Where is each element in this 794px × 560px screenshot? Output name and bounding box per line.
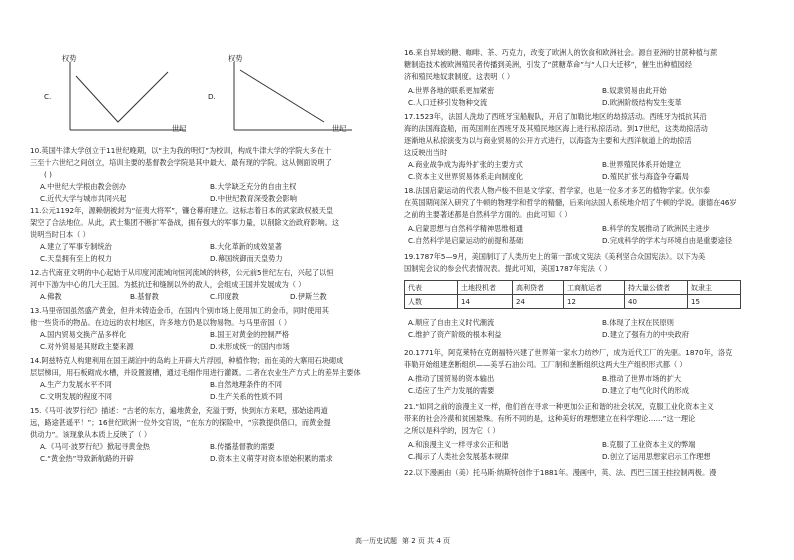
q16-line1: 16.来自异域的糖、咖啡、茶、巧克力，改变了欧洲人的饮食和欧洲社会。源自亚洲的甘蔗种植与蔗 [404, 48, 718, 57]
q19-option-a[interactable]: A.顺应了自由主义时代潮流 [408, 318, 495, 327]
q21-option-d[interactable]: D.创立了运用思想家启示工作理想 [602, 452, 711, 461]
q16-line2: 糖制造技术被欧洲殖民者传播到美洲，引发了“蔗糖革命”与“人口大迁移”，催生出种植园经 [404, 60, 693, 69]
q21-line1: 21.“如同之前的浪漫主义一样，他们首在寻求一种更加公正和谐的社会状况，克服工业化资本主义 [404, 402, 714, 411]
table-header-row [405, 281, 741, 295]
q10-line1: 10.英国牛津大学创立于11世纪晚期，以“主为我的明灯”为校训，构成牛津大学的学院大多在十 [30, 146, 332, 155]
q10-line2: 三至十六世纪之间创立，培训主要的基督教会学院是其中最大、最有现的学院。这从侧面说明了 [30, 158, 332, 167]
q12-option-c[interactable]: C.印度教 [210, 292, 239, 301]
q13-line1: 13.马里帝国虽然盛产黄金，但并未铸造金币，在国内个别市场上使用加工的金币，同时使用其 [30, 306, 329, 315]
q17-option-d[interactable]: D.殖民扩张与海盗争夺霸局 [602, 172, 689, 181]
graph-c-chart [68, 62, 188, 137]
q19-option-b[interactable]: B.体现了主权在民原则 [602, 318, 674, 327]
q19-option-c[interactable]: C.维护了资产阶级的根本利益 [408, 330, 502, 339]
q14-line1: 14.阿兹特克人构建利用在国王湖泊中的岛屿上开辟大片浮园，种植作物；而在美的大寨用石块砌成 [30, 356, 344, 365]
q18-option-d[interactable]: D.完成科学的学术与环境自由是重要途径 [602, 236, 733, 245]
option-c-letter: C. [44, 92, 52, 101]
q21-line3: 之所以是科学的，因为它（ ） [404, 426, 500, 435]
table-cell: 14 [458, 295, 513, 309]
table-header-cell: 高利贷者 [513, 281, 564, 295]
q22-line1: 22.以下漫画由（美）托马斯·纳斯特创作于1881年。漫画中，英、法、西巴三国王挂拉制两极。漫 [404, 468, 717, 477]
q18-option-c[interactable]: C.自然科学是启蒙运动的前提和基础 [408, 236, 524, 245]
q15-line2: 远，路途甚遥平！”；16世纪欧洲一位外交官说，“在东方的探险中，“宗教提供借口，而黄金提 [30, 418, 331, 427]
q16-option-c[interactable]: C.人口迁移引发物种交流 [408, 98, 488, 107]
q20-option-a[interactable]: A.推动了国贸易的资本输出 [408, 374, 495, 383]
q11-line3: 说明当时日本（ ） [30, 230, 90, 239]
q15-option-b[interactable]: B.传播基督教的需要 [210, 442, 275, 451]
q11-option-d[interactable]: D.幕国统御而天皇势力 [210, 254, 283, 263]
q20-option-c[interactable]: C.适应了生产力发展的需要 [408, 386, 495, 395]
q21-option-c[interactable]: C.揭示了人类社会发展基本规律 [408, 452, 509, 461]
q14-option-d[interactable]: D.生产关系的性质不同 [210, 392, 283, 401]
q17-option-a[interactable]: A.商业战争成为海外扩张的主要方式 [408, 160, 523, 169]
table-header-cell: 奴隶主 [688, 281, 741, 295]
q10-line3: ( ) [44, 170, 52, 179]
q14-option-b[interactable]: B.自然地理条件的不同 [210, 380, 282, 389]
q20-line2: 菲勒开始组建垄断组织——美孚石油公司。工厂制和垄断组织这两大生产组织形式都（ ） [404, 360, 687, 369]
q21-line2: 带来的社会冷漠和贫困悬殊。有所不同的是，这种美好的理想建立在科学理论……”这一理论 [404, 414, 696, 423]
q13-line2: 他一些货币的物品。在边远的农村地区，许多地方仍是以物易物。与马里帝国（ ） [30, 318, 292, 327]
q19-line1: 19.1787年5—9月，美国制订了人类历史上的第一部成文宪法《美利坚合众国宪法》。以下为美 [404, 252, 706, 261]
q16-line3: 济和殖民地奴隶制度。这表明（ ） [404, 72, 515, 81]
q17-line1: 17.1523年，法国人洗劫了西班牙宝船舰队，开启了加勒比地区的劫掠活动。西班牙为抵抗其沿 [404, 112, 707, 121]
q21-option-a[interactable]: A.和浪漫主义一样寻求公正和谐 [408, 440, 509, 449]
q17-option-c[interactable]: C.资本主义世界贸易体系走向制度化 [408, 172, 524, 181]
q13-option-c[interactable]: C.对外贸易是其财政主要来源 [40, 342, 134, 351]
q18-line2: 在英国期间深入研究了牛顿的物理学和哲学的精髓，后来向法国人系统地介绍了牛顿的学说。康德在46岁 [404, 198, 737, 207]
q15-line3: 供动力”。该现象从本质上反映了（ ） [30, 430, 152, 439]
q17-line2: 海的法国海盗船，而英国则在西班牙及其殖民地区海上进行私掠活动。到17世纪，这类劫掠活动 [404, 124, 708, 133]
q10-option-c[interactable]: C.近代大学与城市共同兴起 [40, 194, 127, 203]
q11-line2: 架空了合法地位。从此，武士集团不断扩军备战，拥有强大的军事力量，以削除文治政府影响。这 [30, 218, 340, 227]
table-cell: 24 [513, 295, 564, 309]
q13-option-a[interactable]: A.国内贸易交换产品多样化 [40, 330, 127, 339]
graph-d-ylabel: 权势 [228, 54, 243, 63]
q14-option-a[interactable]: A.生产力发展水平不同 [40, 380, 112, 389]
q13-option-b[interactable]: B.国王对黄金的控制严格 [210, 330, 290, 339]
delegates-table [404, 280, 741, 309]
q20-option-b[interactable]: B.推动了世界市场的扩大 [602, 374, 682, 383]
q16-option-a[interactable]: A.世界各地的联系更加紧密 [408, 86, 495, 95]
q14-option-c[interactable]: C.文明发展的程度不同 [40, 392, 112, 401]
q16-option-d[interactable]: D.欧洲阶级结构发生变革 [602, 98, 682, 107]
graph-d-xlabel: 世纪 [332, 124, 347, 133]
table-header-cell: 工商航运者 [564, 281, 625, 295]
q12-option-a[interactable]: A.佛教 [40, 292, 62, 301]
q15-option-a[interactable]: A.《马可·波罗行纪》掀起寻黄金热 [40, 442, 150, 451]
q20-line1: 20.1771年，阿克莱特在克朗福特兴建了世界第一家水力纺纱厂，成为近代工厂的先驱。1870年，洛克 [404, 348, 733, 357]
q10-option-b[interactable]: B.大学缺乏充分的自由主权 [210, 182, 297, 191]
footer-page-number: 第 2 页 共 4 页 [402, 537, 451, 545]
q11-option-b[interactable]: B.大化革新的成效显著 [210, 242, 282, 251]
graph-c-xlabel: 世纪 [172, 124, 187, 133]
table-cell: 40 [625, 295, 688, 309]
q11-option-a[interactable]: A.建立了军事专制统治 [40, 242, 112, 251]
graph-c-ylabel: 权势 [62, 54, 77, 63]
q11-line1: 11.公元1192年，源赖朝被封为“征夷大将军”，镰仓幕府建立。这标志着日本的武家政权被天皇 [30, 206, 334, 215]
q20-option-d[interactable]: D.建立了电气化时代的形成 [602, 386, 689, 395]
table-cell: 人数 [405, 295, 458, 309]
table-header-cell: 代表 [405, 281, 458, 295]
table-header-cell: 持大量公债者 [625, 281, 688, 295]
table-cell: 12 [564, 295, 625, 309]
table-header-cell: 土地投机者 [458, 281, 513, 295]
q10-option-a[interactable]: A.中世纪大学根由教会创办 [40, 182, 127, 191]
q12-line2: 河中下游为中心的几大王国。为抵抗迁和缝制以外的敌人，会组成王国并发展成为（ ） [30, 280, 306, 289]
q14-line2: 层层梯田，用石板砌成水槽，并设置渡槽，通过毛细作用进行灌溉。二者在农业生产方式上的差异主要体 [30, 368, 361, 377]
q16-option-b[interactable]: B.奴隶贸易由此开始 [602, 86, 667, 95]
q10-option-d[interactable]: D.中世纪教育深受教会影响 [210, 194, 297, 203]
q19-option-d[interactable]: D.建立了强有力的中央政府 [602, 330, 689, 339]
q17-option-b[interactable]: B.世界殖民体系开始建立 [602, 160, 682, 169]
q18-option-b[interactable]: B.科学的发展推动了欧洲民主进步 [602, 224, 710, 233]
q12-option-b[interactable]: B.基督教 [130, 292, 159, 301]
q17-line4: 这反映出当时 [404, 148, 448, 157]
q17-line3: 逐渐地从私掠演变为以与商业贸易的公开方式进行，以海盗为主要和大西洋航道上的劫掠活 [404, 136, 692, 145]
footer-label: 高一历史试题 [355, 537, 397, 545]
q18-line1: 18.法国启蒙运动的代表人物卢梭不但是文学家、哲学家，也是一位多才多艺的植物学家。伏尔泰 [404, 186, 711, 195]
option-d-letter: D. [208, 92, 216, 101]
q21-option-b[interactable]: B.克服了工业资本主义的弊端 [602, 440, 696, 449]
table-row [405, 295, 741, 309]
q18-option-a[interactable]: A.启蒙思想与自然科学精神思维相通 [408, 224, 523, 233]
q12-line1: 12.古代南亚文明的中心起始于从印度河流域向恒河流域的转移，公元前5世纪左右，兴起了以恒 [30, 268, 334, 277]
q19-line2: 国制宪会议的参会代表情况表。提此可知，美国1787年宪法（ ） [404, 264, 612, 273]
q15-option-c[interactable]: C.“黄金热”导致新航路的开辟 [40, 454, 134, 463]
q18-line3: 之前的主要著述都是自然科学方面的。由此可知（ ） [404, 210, 572, 219]
q15-line1: 15.《马可·波罗行纪》描述：“古老的东方，遍地黄金，充溢于野，快到东方来吧，那始途两道 [30, 406, 328, 415]
q13-option-d[interactable]: D.未形成统一的国内市场 [210, 342, 290, 351]
q15-option-d[interactable]: D.资本主义萌芽对资本原始积累的需求 [210, 454, 333, 463]
q11-option-c[interactable]: C.天皇拥有至上的权力 [40, 254, 112, 263]
table-cell: 15 [688, 295, 741, 309]
q12-option-d[interactable]: D.伊斯兰教 [290, 292, 327, 301]
